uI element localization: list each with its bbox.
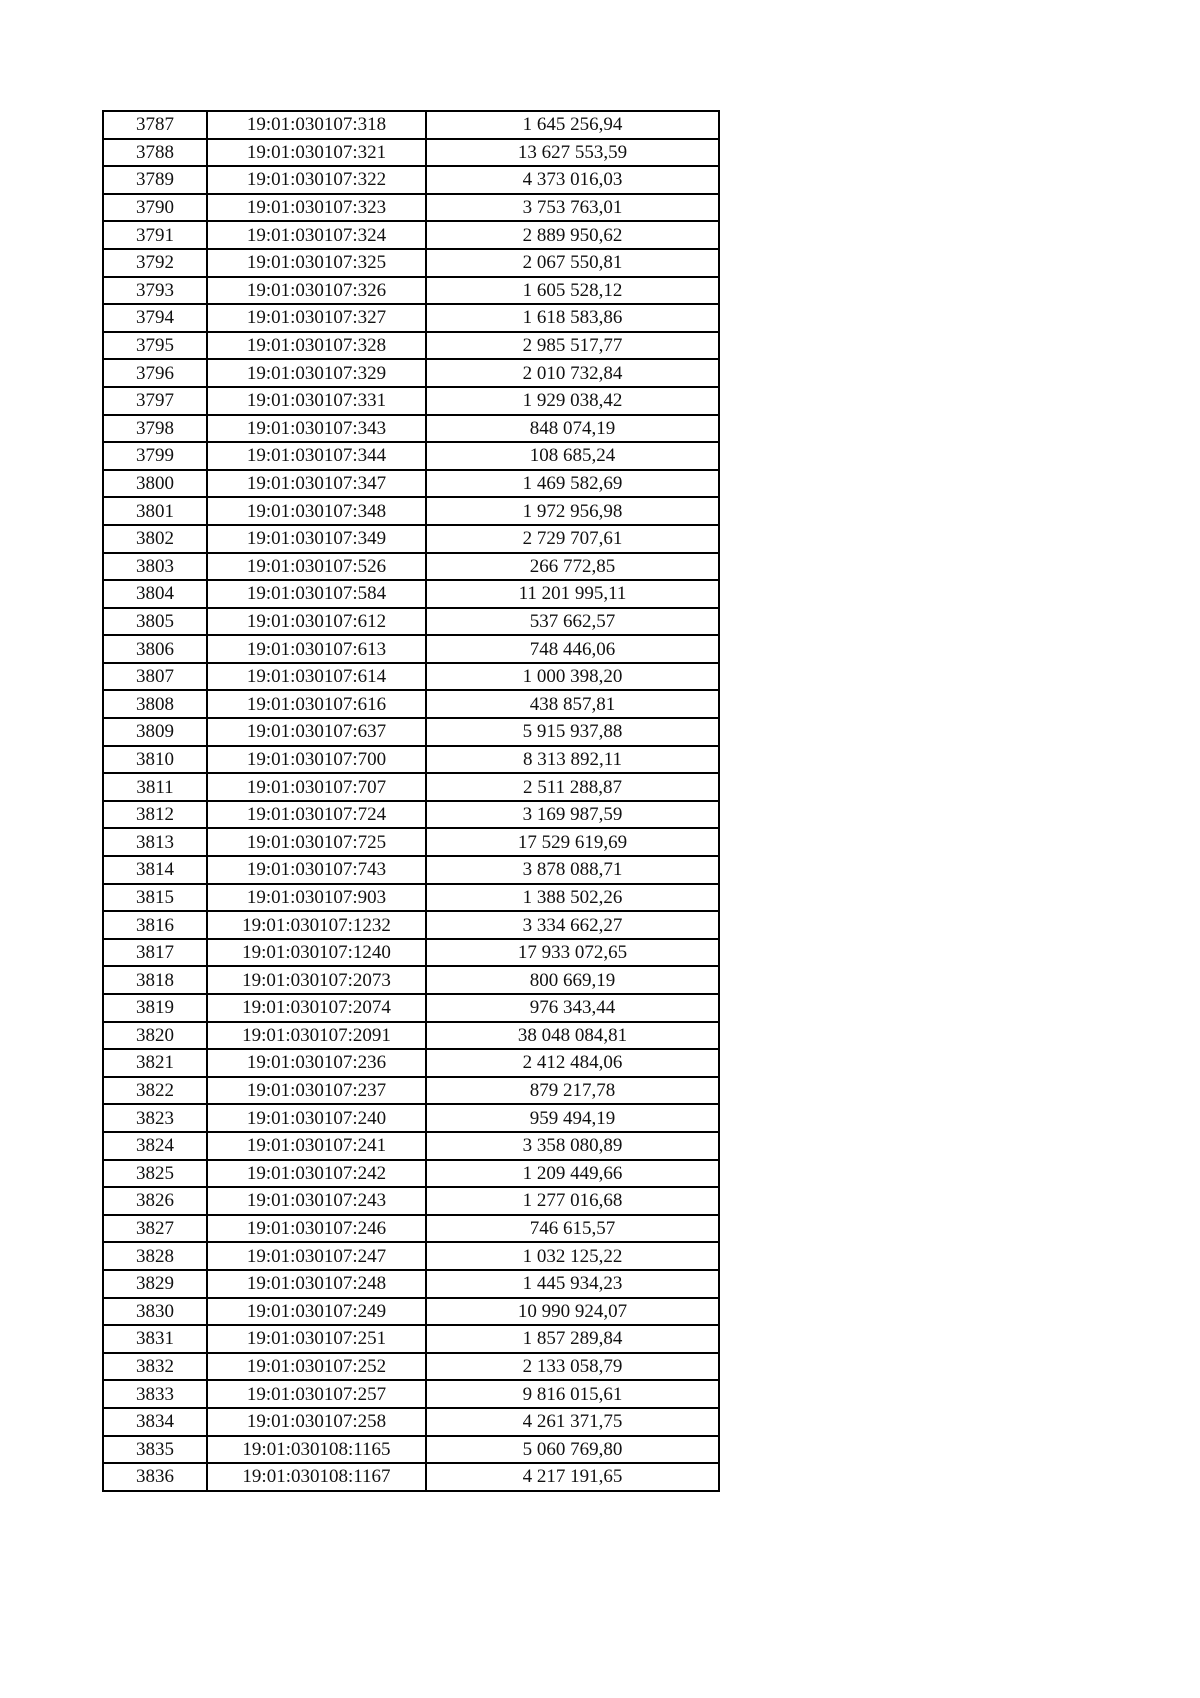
row-number-cell: 3791 <box>103 221 207 249</box>
table-row <box>103 194 719 222</box>
cadastral-value-cell: 2 889 950,62 <box>426 221 719 249</box>
table-row <box>103 277 719 305</box>
table-row <box>103 387 719 415</box>
table-row <box>103 304 719 332</box>
cadastral-value-cell: 537 662,57 <box>426 608 719 636</box>
cadastral-number-cell: 19:01:030107:331 <box>207 387 426 415</box>
row-number-cell: 3834 <box>103 1408 207 1436</box>
cadastral-value-cell: 2 010 732,84 <box>426 359 719 387</box>
cadastral-value-cell: 746 615,57 <box>426 1215 719 1243</box>
table-row <box>103 663 719 691</box>
cadastral-number-cell: 19:01:030107:344 <box>207 442 426 470</box>
cadastral-value-cell: 1 445 934,23 <box>426 1270 719 1298</box>
row-number-cell: 3790 <box>103 194 207 222</box>
table-row <box>103 1104 719 1132</box>
cadastral-value-cell: 1 645 256,94 <box>426 111 719 139</box>
table-row <box>103 1242 719 1270</box>
row-number-cell: 3812 <box>103 801 207 829</box>
cadastral-number-cell: 19:01:030107:725 <box>207 828 426 856</box>
cadastral-value-cell: 4 217 191,65 <box>426 1463 719 1491</box>
table-row <box>103 635 719 663</box>
cadastral-value-cell: 1 618 583,86 <box>426 304 719 332</box>
row-number-cell: 3789 <box>103 166 207 194</box>
cadastral-number-cell: 19:01:030107:237 <box>207 1077 426 1105</box>
cadastral-number-cell: 19:01:030107:321 <box>207 139 426 167</box>
cadastral-number-cell: 19:01:030107:349 <box>207 525 426 553</box>
cadastral-number-cell: 19:01:030107:248 <box>207 1270 426 1298</box>
cadastral-value-cell: 1 857 289,84 <box>426 1325 719 1353</box>
table-row <box>103 608 719 636</box>
cadastral-value-cell: 9 816 015,61 <box>426 1380 719 1408</box>
row-number-cell: 3821 <box>103 1049 207 1077</box>
cadastral-number-cell: 19:01:030107:348 <box>207 497 426 525</box>
table-row <box>103 1022 719 1050</box>
cadastral-number-cell: 19:01:030108:1165 <box>207 1436 426 1464</box>
cadastral-value-cell: 3 358 080,89 <box>426 1132 719 1160</box>
cadastral-value-cell: 108 685,24 <box>426 442 719 470</box>
row-number-cell: 3829 <box>103 1270 207 1298</box>
cadastral-value-cell: 10 990 924,07 <box>426 1298 719 1326</box>
cadastral-value-cell: 800 669,19 <box>426 966 719 994</box>
table-row <box>103 1298 719 1326</box>
table-row <box>103 801 719 829</box>
cadastral-number-cell: 19:01:030107:323 <box>207 194 426 222</box>
row-number-cell: 3825 <box>103 1160 207 1188</box>
row-number-cell: 3828 <box>103 1242 207 1270</box>
table-row <box>103 497 719 525</box>
row-number-cell: 3811 <box>103 773 207 801</box>
cadastral-value-cell: 2 412 484,06 <box>426 1049 719 1077</box>
cadastral-value-cell: 848 074,19 <box>426 415 719 443</box>
row-number-cell: 3800 <box>103 470 207 498</box>
row-number-cell: 3832 <box>103 1353 207 1381</box>
cadastral-value-cell: 1 209 449,66 <box>426 1160 719 1188</box>
cadastral-number-cell: 19:01:030107:743 <box>207 856 426 884</box>
row-number-cell: 3830 <box>103 1298 207 1326</box>
cadastral-number-cell: 19:01:030107:2074 <box>207 994 426 1022</box>
cadastral-value-cell: 5 915 937,88 <box>426 718 719 746</box>
table-row <box>103 1160 719 1188</box>
cadastral-value-cell: 2 729 707,61 <box>426 525 719 553</box>
table-row <box>103 966 719 994</box>
cadastral-number-cell: 19:01:030107:612 <box>207 608 426 636</box>
table-row <box>103 884 719 912</box>
cadastral-number-cell: 19:01:030107:707 <box>207 773 426 801</box>
table-body <box>103 111 719 1491</box>
cadastral-value-cell: 13 627 553,59 <box>426 139 719 167</box>
table-row <box>103 332 719 360</box>
cadastral-value-cell: 11 201 995,11 <box>426 580 719 608</box>
table-row <box>103 359 719 387</box>
cadastral-value-cell: 748 446,06 <box>426 635 719 663</box>
cadastral-value-cell: 1 000 398,20 <box>426 663 719 691</box>
row-number-cell: 3807 <box>103 663 207 691</box>
cadastral-number-cell: 19:01:030107:324 <box>207 221 426 249</box>
row-number-cell: 3796 <box>103 359 207 387</box>
row-number-cell: 3795 <box>103 332 207 360</box>
row-number-cell: 3816 <box>103 911 207 939</box>
row-number-cell: 3808 <box>103 690 207 718</box>
cadastral-value-cell: 1 929 038,42 <box>426 387 719 415</box>
cadastral-value-cell: 3 753 763,01 <box>426 194 719 222</box>
cadastral-number-cell: 19:01:030107:2073 <box>207 966 426 994</box>
cadastral-value-cell: 17 933 072,65 <box>426 939 719 967</box>
cadastral-number-cell: 19:01:030107:2091 <box>207 1022 426 1050</box>
cadastral-value-cell: 38 048 084,81 <box>426 1022 719 1050</box>
cadastral-number-cell: 19:01:030107:343 <box>207 415 426 443</box>
cadastral-number-cell: 19:01:030107:236 <box>207 1049 426 1077</box>
table-row <box>103 828 719 856</box>
row-number-cell: 3793 <box>103 277 207 305</box>
table-row <box>103 939 719 967</box>
cadastral-value-cell: 1 032 125,22 <box>426 1242 719 1270</box>
cadastral-number-cell: 19:01:030107:327 <box>207 304 426 332</box>
table-row <box>103 249 719 277</box>
table-row <box>103 1270 719 1298</box>
table-row <box>103 470 719 498</box>
cadastral-value-cell: 438 857,81 <box>426 690 719 718</box>
row-number-cell: 3797 <box>103 387 207 415</box>
table-row <box>103 718 719 746</box>
row-number-cell: 3818 <box>103 966 207 994</box>
cadastral-value-table <box>102 110 720 1492</box>
cadastral-number-cell: 19:01:030107:584 <box>207 580 426 608</box>
cadastral-number-cell: 19:01:030107:242 <box>207 1160 426 1188</box>
table-row <box>103 1325 719 1353</box>
row-number-cell: 3810 <box>103 746 207 774</box>
cadastral-number-cell: 19:01:030108:1167 <box>207 1463 426 1491</box>
row-number-cell: 3799 <box>103 442 207 470</box>
cadastral-number-cell: 19:01:030107:329 <box>207 359 426 387</box>
cadastral-value-cell: 3 334 662,27 <box>426 911 719 939</box>
cadastral-number-cell: 19:01:030107:252 <box>207 1353 426 1381</box>
row-number-cell: 3794 <box>103 304 207 332</box>
cadastral-value-cell: 2 511 288,87 <box>426 773 719 801</box>
row-number-cell: 3803 <box>103 553 207 581</box>
row-number-cell: 3820 <box>103 1022 207 1050</box>
row-number-cell: 3798 <box>103 415 207 443</box>
cadastral-value-cell: 266 772,85 <box>426 553 719 581</box>
cadastral-value-cell: 976 343,44 <box>426 994 719 1022</box>
cadastral-number-cell: 19:01:030107:246 <box>207 1215 426 1243</box>
row-number-cell: 3804 <box>103 580 207 608</box>
row-number-cell: 3826 <box>103 1187 207 1215</box>
table-row <box>103 166 719 194</box>
row-number-cell: 3817 <box>103 939 207 967</box>
cadastral-number-cell: 19:01:030107:700 <box>207 746 426 774</box>
cadastral-number-cell: 19:01:030107:1240 <box>207 939 426 967</box>
cadastral-value-cell: 1 605 528,12 <box>426 277 719 305</box>
row-number-cell: 3823 <box>103 1104 207 1132</box>
table-row <box>103 1187 719 1215</box>
cadastral-value-cell: 3 878 088,71 <box>426 856 719 884</box>
table-row <box>103 1380 719 1408</box>
table-row <box>103 111 719 139</box>
row-number-cell: 3814 <box>103 856 207 884</box>
cadastral-number-cell: 19:01:030107:347 <box>207 470 426 498</box>
cadastral-number-cell: 19:01:030107:1232 <box>207 911 426 939</box>
row-number-cell: 3788 <box>103 139 207 167</box>
table-row <box>103 911 719 939</box>
table-row <box>103 1408 719 1436</box>
row-number-cell: 3824 <box>103 1132 207 1160</box>
cadastral-number-cell: 19:01:030107:322 <box>207 166 426 194</box>
table-row <box>103 1049 719 1077</box>
cadastral-number-cell: 19:01:030107:251 <box>207 1325 426 1353</box>
table-row <box>103 1436 719 1464</box>
table-row <box>103 1077 719 1105</box>
table-row <box>103 690 719 718</box>
row-number-cell: 3809 <box>103 718 207 746</box>
cadastral-value-cell: 959 494,19 <box>426 1104 719 1132</box>
row-number-cell: 3787 <box>103 111 207 139</box>
row-number-cell: 3792 <box>103 249 207 277</box>
row-number-cell: 3836 <box>103 1463 207 1491</box>
cadastral-number-cell: 19:01:030107:318 <box>207 111 426 139</box>
cadastral-number-cell: 19:01:030107:526 <box>207 553 426 581</box>
table-row <box>103 994 719 1022</box>
table-row <box>103 442 719 470</box>
cadastral-number-cell: 19:01:030107:258 <box>207 1408 426 1436</box>
row-number-cell: 3833 <box>103 1380 207 1408</box>
table-row <box>103 1353 719 1381</box>
cadastral-number-cell: 19:01:030107:328 <box>207 332 426 360</box>
cadastral-value-cell: 2 133 058,79 <box>426 1353 719 1381</box>
table-row <box>103 139 719 167</box>
row-number-cell: 3806 <box>103 635 207 663</box>
table-row <box>103 415 719 443</box>
cadastral-value-cell: 3 169 987,59 <box>426 801 719 829</box>
cadastral-value-cell: 8 313 892,11 <box>426 746 719 774</box>
cadastral-value-cell: 1 972 956,98 <box>426 497 719 525</box>
cadastral-number-cell: 19:01:030107:243 <box>207 1187 426 1215</box>
table-row <box>103 221 719 249</box>
row-number-cell: 3805 <box>103 608 207 636</box>
table-row <box>103 746 719 774</box>
cadastral-number-cell: 19:01:030107:724 <box>207 801 426 829</box>
row-number-cell: 3802 <box>103 525 207 553</box>
cadastral-number-cell: 19:01:030107:241 <box>207 1132 426 1160</box>
table-row <box>103 773 719 801</box>
cadastral-value-cell: 4 261 371,75 <box>426 1408 719 1436</box>
cadastral-value-cell: 879 217,78 <box>426 1077 719 1105</box>
row-number-cell: 3819 <box>103 994 207 1022</box>
cadastral-value-cell: 1 277 016,68 <box>426 1187 719 1215</box>
row-number-cell: 3835 <box>103 1436 207 1464</box>
table-row <box>103 1132 719 1160</box>
cadastral-number-cell: 19:01:030107:257 <box>207 1380 426 1408</box>
cadastral-value-cell: 5 060 769,80 <box>426 1436 719 1464</box>
cadastral-number-cell: 19:01:030107:616 <box>207 690 426 718</box>
row-number-cell: 3831 <box>103 1325 207 1353</box>
cadastral-value-cell: 17 529 619,69 <box>426 828 719 856</box>
row-number-cell: 3815 <box>103 884 207 912</box>
cadastral-number-cell: 19:01:030107:613 <box>207 635 426 663</box>
cadastral-number-cell: 19:01:030107:637 <box>207 718 426 746</box>
cadastral-value-cell: 2 067 550,81 <box>426 249 719 277</box>
table-row <box>103 525 719 553</box>
cadastral-number-cell: 19:01:030107:325 <box>207 249 426 277</box>
row-number-cell: 3813 <box>103 828 207 856</box>
table-row <box>103 1215 719 1243</box>
cadastral-number-cell: 19:01:030107:614 <box>207 663 426 691</box>
cadastral-value-cell: 2 985 517,77 <box>426 332 719 360</box>
cadastral-number-cell: 19:01:030107:249 <box>207 1298 426 1326</box>
cadastral-value-cell: 1 388 502,26 <box>426 884 719 912</box>
cadastral-number-cell: 19:01:030107:903 <box>207 884 426 912</box>
table-row <box>103 1463 719 1491</box>
row-number-cell: 3822 <box>103 1077 207 1105</box>
table-row <box>103 553 719 581</box>
cadastral-value-cell: 4 373 016,03 <box>426 166 719 194</box>
cadastral-number-cell: 19:01:030107:326 <box>207 277 426 305</box>
row-number-cell: 3801 <box>103 497 207 525</box>
cadastral-number-cell: 19:01:030107:240 <box>207 1104 426 1132</box>
table-row <box>103 856 719 884</box>
table-row <box>103 580 719 608</box>
row-number-cell: 3827 <box>103 1215 207 1243</box>
cadastral-number-cell: 19:01:030107:247 <box>207 1242 426 1270</box>
cadastral-value-cell: 1 469 582,69 <box>426 470 719 498</box>
